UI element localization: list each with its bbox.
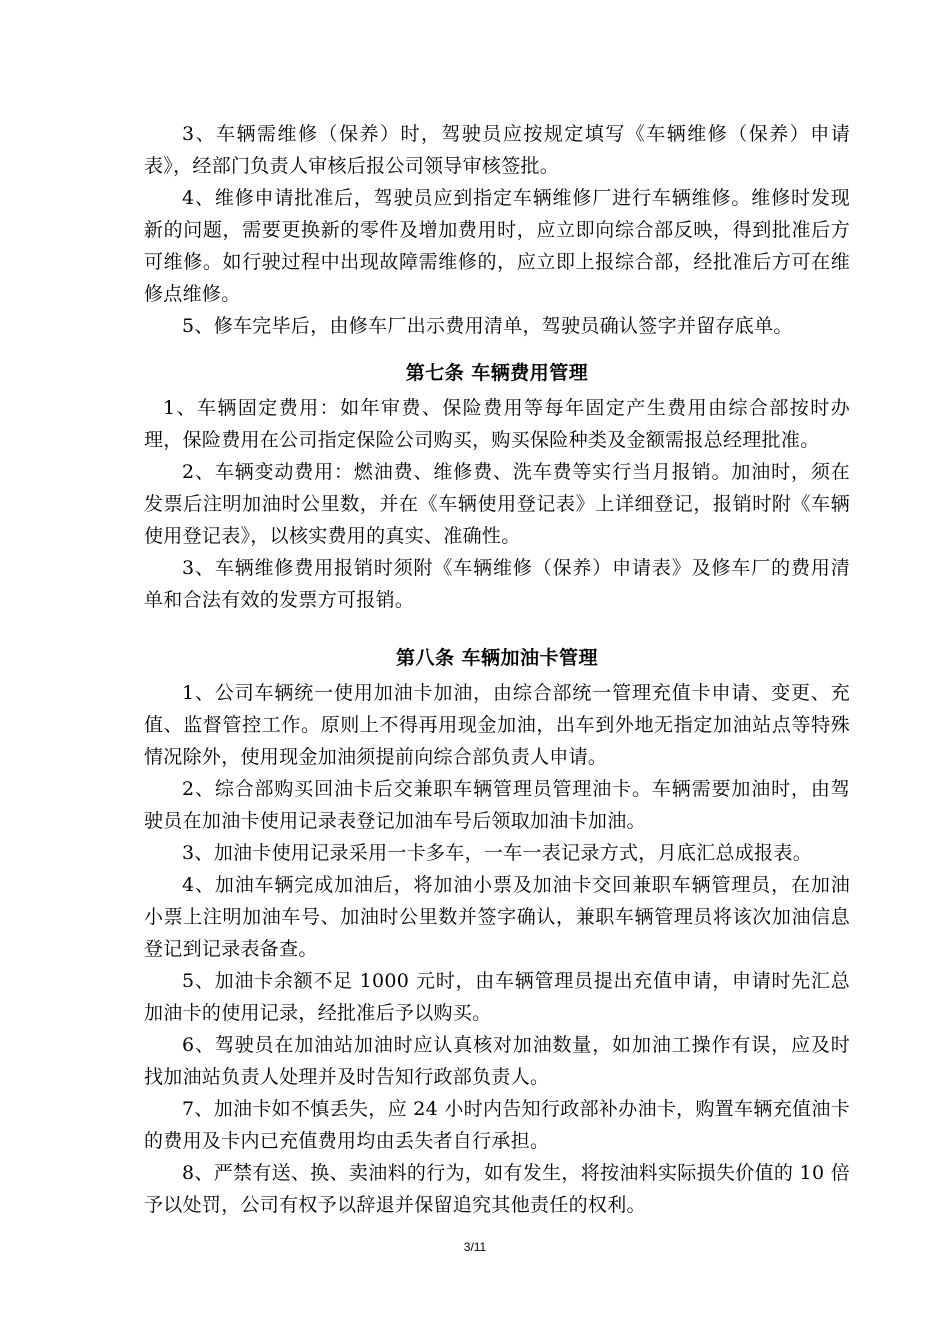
section-8-title: 第八条 车辆加油卡管理 — [395, 647, 599, 669]
paragraph-fuelcard-2: 2、综合部购买回油卡后交兼职车辆管理员管理油卡。车辆需要加油时，由驾驶员在加油卡使用记录表登记加油车号后领取加油卡加油。 — [144, 778, 850, 832]
paragraph-maintenance-3: 3、车辆需维修（保养）时，驾驶员应按规定填写《车辆维修（保养）申请表》，经部门负责人审核后报公司领导审核签批。 — [144, 123, 850, 177]
paragraph-cost-3: 3、车辆维修费用报销时须附《车辆维修（保养）申请表》及修车厂的费用清单和合法有效的发票方可报销。 — [144, 557, 850, 611]
paragraph-fuelcard-3: 3、加油卡使用记录采用一卡多车，一车一表记录方式，月底汇总成报表。 — [182, 842, 812, 864]
paragraph-cost-1: 1、车辆固定费用：如年审费、保险费用等每年固定产生费用由综合部按时办理，保险费用在公司指定保险公司购买，购买保险种类及金额需报总经理批准。 — [144, 397, 850, 451]
section-7-title: 第七条 车辆费用管理 — [405, 362, 589, 384]
paragraph-fuelcard-4: 4、加油车辆完成加油后，将加油小票及加油卡交回兼职车辆管理员，在加油小票上注明加油车号、加油时公里数并签字确认，兼职车辆管理员将该次加油信息登记到记录表备查。 — [144, 874, 850, 960]
paragraph-fuelcard-6: 6、驾驶员在加油站加油时应认真核对加油数量，如加油工操作有误，应及时找加油站负责人处理并及时告知行政部负责人。 — [144, 1034, 850, 1088]
paragraph-fuelcard-1: 1、公司车辆统一使用加油卡加油，由综合部统一管理充值卡申请、变更、充值、监督管控工作。原则上不得再用现金加油，出车到外地无指定加油站点等特殊情况除外，使用现金加油须提前向综合部负责人申请。 — [144, 682, 850, 768]
paragraph-cost-2: 2、车辆变动费用：燃油费、维修费、洗车费等实行当月报销。加油时，须在发票后注明加油时公里数，并在《车辆使用登记表》上详细登记，报销时附《车辆使用登记表》，以核实费用的真实、准确性。 — [144, 461, 850, 547]
paragraph-fuelcard-8: 8、严禁有送、换、卖油料的行为，如有发生，将按油料实际损失价值的 10 倍予以处罚，公司有权予以辞退并保留追究其他责任的权利。 — [144, 1162, 850, 1216]
page-number: 3/11 — [463, 1240, 487, 1254]
paragraph-fuelcard-7: 7、加油卡如不慎丢失，应 24 小时内告知行政部补办油卡，购置车辆充值油卡的费用及卡内已充值费用均由丢失者自行承担。 — [144, 1098, 850, 1152]
paragraph-maintenance-5: 5、修车完毕后，由修车厂出示费用清单，驾驶员确认签字并留存底单。 — [182, 315, 793, 337]
paragraph-maintenance-4: 4、维修申请批准后，驾驶员应到指定车辆维修厂进行车辆维修。维修时发现新的问题，需要更换新的零件及增加费用时，应立即向综合部反映，得到批准后方可维修。如行驶过程中出现故障需维修的，应立即上报综合部，经批准后方可在维修点维修。 — [144, 187, 850, 305]
paragraph-fuelcard-5: 5、加油卡余额不足 1000 元时，由车辆管理员提出充值申请，申请时先汇总加油卡的使用记录，经批准后予以购买。 — [144, 970, 850, 1024]
document-body — [144, 118, 850, 1221]
